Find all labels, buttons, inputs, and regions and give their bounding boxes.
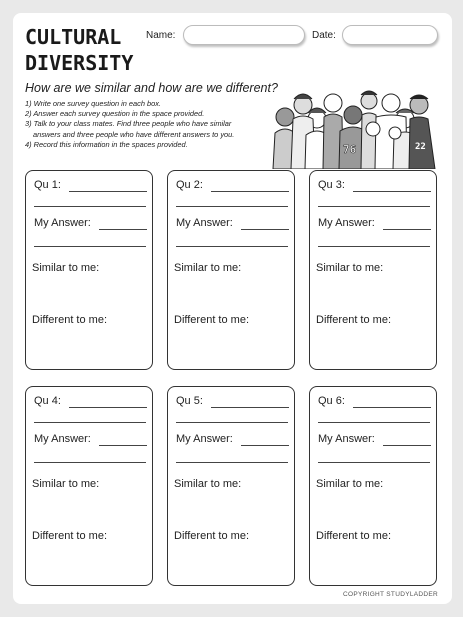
instruction-3: 3) Talk to your class mates. Find three people who have similar <box>25 119 232 129</box>
answer-line-2[interactable] <box>318 462 430 463</box>
instruction-3-cont: answers and three people who have different answers to you. <box>33 129 235 139</box>
title-line-2: DIVERSITY <box>25 51 134 75</box>
similar-label: Similar to me: <box>32 262 100 274</box>
answer-line[interactable] <box>241 229 289 230</box>
question-line[interactable] <box>211 191 289 192</box>
survey-box-1 <box>25 170 153 370</box>
answer-line[interactable] <box>99 445 147 446</box>
question-label: Qu 3: <box>318 179 345 191</box>
question-line-2[interactable] <box>176 422 288 423</box>
different-label: Different to me: <box>174 530 249 542</box>
answer-line-2[interactable] <box>34 462 146 463</box>
answer-label: My Answer: <box>176 217 233 229</box>
instruction-2: 2) Answer each survey question in the space provided. <box>25 109 205 119</box>
different-label: Different to me: <box>316 314 391 326</box>
similar-label: Similar to me: <box>174 478 242 490</box>
answer-label: My Answer: <box>34 217 91 229</box>
similar-label: Similar to me: <box>316 478 384 490</box>
question-line[interactable] <box>69 191 147 192</box>
question-label: Qu 5: <box>176 395 203 407</box>
date-field[interactable] <box>342 25 438 45</box>
instructions <box>25 99 275 150</box>
question-line[interactable] <box>69 407 147 408</box>
survey-box-4 <box>25 386 153 586</box>
shirt-number-76: 76 <box>343 143 357 156</box>
answer-label: My Answer: <box>318 433 375 445</box>
question-line-2[interactable] <box>34 422 146 423</box>
answer-line[interactable] <box>383 445 431 446</box>
question-line-2[interactable] <box>34 206 146 207</box>
survey-box-3 <box>309 170 437 370</box>
name-field[interactable] <box>183 25 305 45</box>
answer-label: My Answer: <box>318 217 375 229</box>
survey-box-6 <box>309 386 437 586</box>
answer-label: My Answer: <box>176 433 233 445</box>
instruction-4: 4) Record this information in the spaces provided. <box>25 139 188 149</box>
different-label: Different to me: <box>32 530 107 542</box>
question-label: Qu 1: <box>34 179 61 191</box>
worksheet <box>13 13 452 604</box>
question-line[interactable] <box>211 407 289 408</box>
answer-line[interactable] <box>383 229 431 230</box>
survey-box-2 <box>167 170 295 370</box>
question-label: Qu 2: <box>176 179 203 191</box>
name-label: Name: <box>146 30 176 41</box>
answer-line[interactable] <box>241 445 289 446</box>
answer-label: My Answer: <box>34 433 91 445</box>
different-label: Different to me: <box>174 314 249 326</box>
date-label: Date: <box>312 30 336 41</box>
copyright-notice: COPYRIGHT STUDYLADDER <box>342 591 438 598</box>
title-line-1: CULTURAL <box>25 25 122 49</box>
survey-box-5 <box>167 386 295 586</box>
question-line-2[interactable] <box>318 422 430 423</box>
different-label: Different to me: <box>316 530 391 542</box>
similar-label: Similar to me: <box>174 262 242 274</box>
question-line[interactable] <box>353 191 431 192</box>
shirt-number-22: 22 <box>415 142 426 152</box>
group-of-people-illustration <box>269 85 439 169</box>
question-label: Qu 4: <box>34 395 61 407</box>
answer-line[interactable] <box>99 229 147 230</box>
answer-line-2[interactable] <box>176 462 288 463</box>
similar-label: Similar to me: <box>32 478 100 490</box>
different-label: Different to me: <box>32 314 107 326</box>
question-line-2[interactable] <box>318 206 430 207</box>
similar-label: Similar to me: <box>316 262 384 274</box>
answer-line-2[interactable] <box>34 246 146 247</box>
question-line[interactable] <box>353 407 431 408</box>
instruction-1: 1) Write one survey question in each box. <box>25 99 161 108</box>
question-line-2[interactable] <box>176 206 288 207</box>
question-label: Qu 6: <box>318 395 345 407</box>
answer-line-2[interactable] <box>176 246 288 247</box>
subtitle: How are we similar and how are we different? <box>25 81 278 95</box>
answer-line-2[interactable] <box>318 246 430 247</box>
